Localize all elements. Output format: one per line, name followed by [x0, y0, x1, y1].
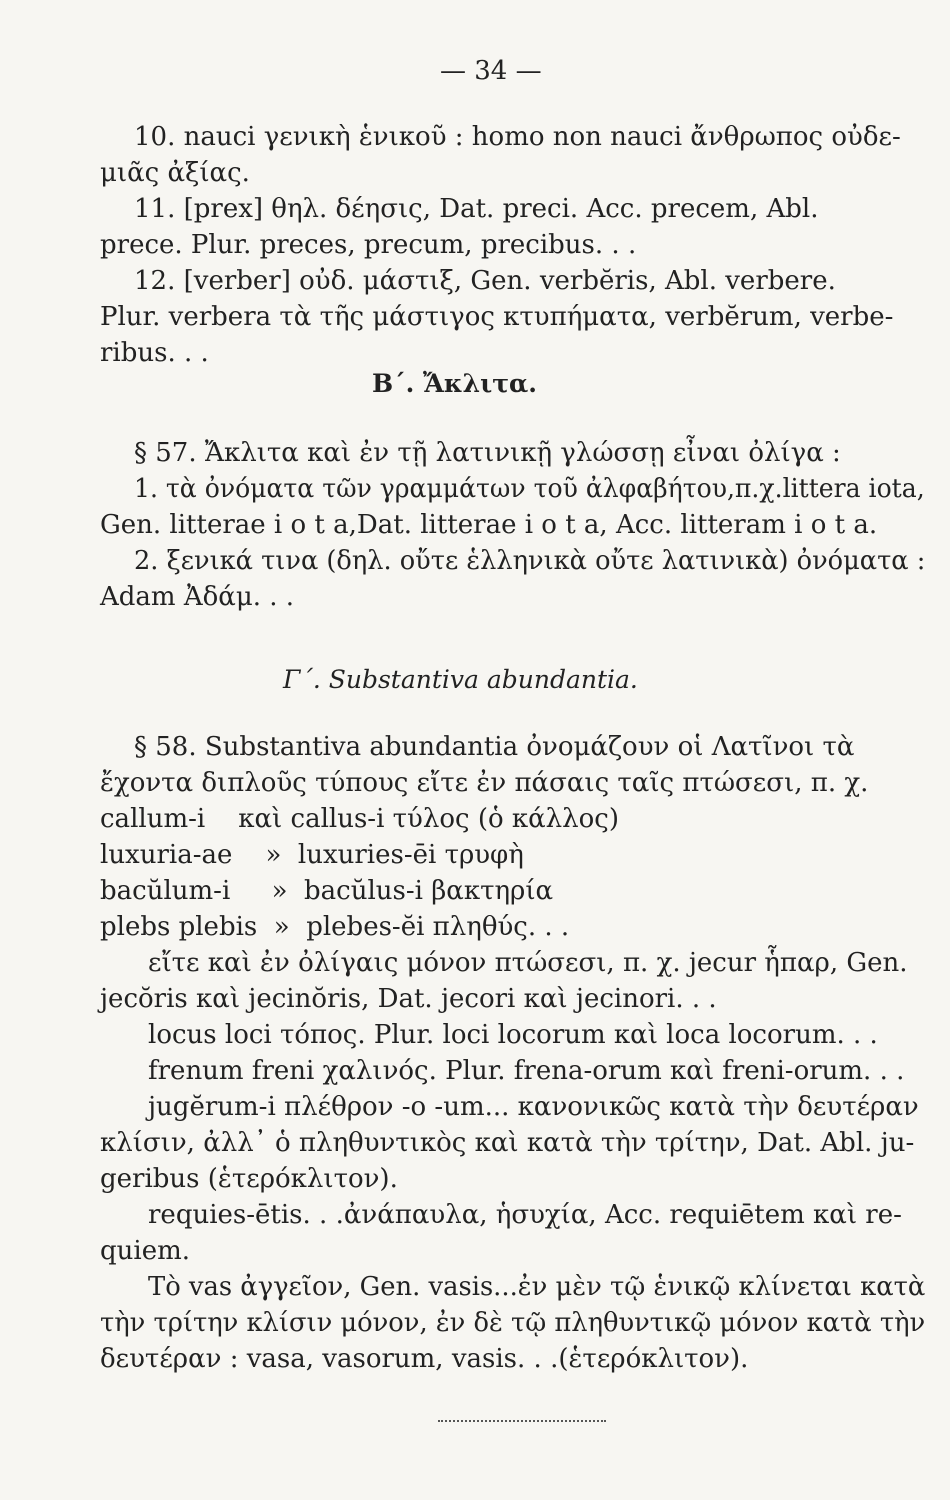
page-number: — 34 — — [440, 56, 542, 86]
text-line: δευτέραν : vasa, vasorum, vasis. . .(ἑτερόκλιτον). — [100, 1344, 749, 1374]
text-line: callum-i καὶ callus-i τύλος (ὁ κάλλος) — [100, 804, 619, 834]
section-heading-b: Β΄. Ἄκλιτα. — [372, 369, 537, 398]
text-line: 11. [prex] θηλ. δέησις, Dat. preci. Acc. precem, Abl. — [134, 194, 819, 224]
text-line: ribus. . . — [100, 338, 209, 368]
section-heading-g: Γ΄. Substantiva abundantia. — [283, 665, 638, 694]
text-line: Adam Ἀδάμ. . . — [100, 582, 295, 612]
text-line: 1. τὰ ὀνόματα τῶν γραμμάτων τοῦ ἀλφαβήτου,π.χ.littera iota, — [134, 474, 925, 504]
text-line: quiem. — [100, 1236, 191, 1266]
text-line: jugĕrum-i πλέθρον -o -um... κανονικῶς κατὰ τὴν δευτέραν — [148, 1092, 919, 1122]
text-line: τὴν τρίτην κλίσιν μόνον, ἐν δὲ τῷ πληθυντικῷ μόνον κατὰ τὴν — [100, 1308, 926, 1338]
text-line: 2. ξενικά τινα (δηλ. οὔτε ἑλληνικὰ οὔτε λατινικὰ) ὀνόματα : — [134, 546, 926, 576]
text-line: luxuria-ae » luxuries-ēi τρυφὴ — [100, 840, 524, 870]
text-line: prece. Plur. preces, precum, precibus. . . — [100, 230, 637, 260]
text-line: Plur. verbera τὰ τῆς μάστιγος κτυπήματα, verbĕrum, verbe- — [100, 302, 894, 332]
text-line: bacŭlum-i » bacŭlus-i βακτηρία — [100, 876, 554, 906]
text-line: requies-ētis. . .ἀνάπαυλα, ἡσυχία, Acc. requiētem καὶ re- — [148, 1200, 902, 1230]
text-line: μιᾶς ἀξίας. — [100, 158, 250, 188]
text-line: jecŏris καὶ jecinŏris, Dat. jecori καὶ jecinori. . . — [100, 984, 717, 1014]
text-line: ἔχοντα διπλοῦς τύπους εἴτε ἐν πάσαις ταῖς πτώσεσι, π. χ. — [100, 768, 869, 798]
text-line: Τὸ vas ἀγγεῖον, Gen. vasis...ἐν μὲν τῷ ἑνικῷ κλίνεται κατὰ — [148, 1272, 926, 1302]
text-line: 12. [verber] οὐδ. μάστιξ, Gen. verbĕris, Abl. verbere. — [134, 266, 836, 296]
text-line: Gen. litterae i o t a,Dat. litterae i o t a, Acc. litteram i o t a. — [100, 510, 878, 540]
text-line: locus loci τόπος. Plur. loci locorum καὶ loca locorum. . . — [148, 1020, 878, 1050]
text-line: κλίσιν, ἀλλ᾽ ὁ πληθυντικὸς καὶ κατὰ τὴν τρίτην, Dat. Abl. ju- — [100, 1128, 915, 1158]
text-line: εἴτε καὶ ἐν ὀλίγαις μόνον πτώσεσι, π. χ. jecur ἧπαρ, Gen. — [148, 948, 908, 978]
text-line: 10. nauci γενικὴ ἑνικοῦ : homo non nauci ἄνθρωπος οὐδε- — [134, 122, 901, 152]
text-line: § 57. Ἄκλιτα καὶ ἐν τῇ λατινικῇ γλώσσῃ εἶναι ὀλίγα : — [134, 438, 841, 468]
text-line: geribus (ἑτερόκλιτον). — [100, 1164, 398, 1194]
end-rule — [438, 1414, 606, 1422]
text-line: frenum freni χαλινός. Plur. frena-orum καὶ freni-orum. . . — [148, 1056, 905, 1086]
text-line: § 58. Substantiva abundantia ὀνομάζουν οἱ Λατῖνοι τὰ — [134, 732, 855, 762]
text-line: plebs plebis » plebes-ĕi πληθύς. . . — [100, 912, 570, 942]
